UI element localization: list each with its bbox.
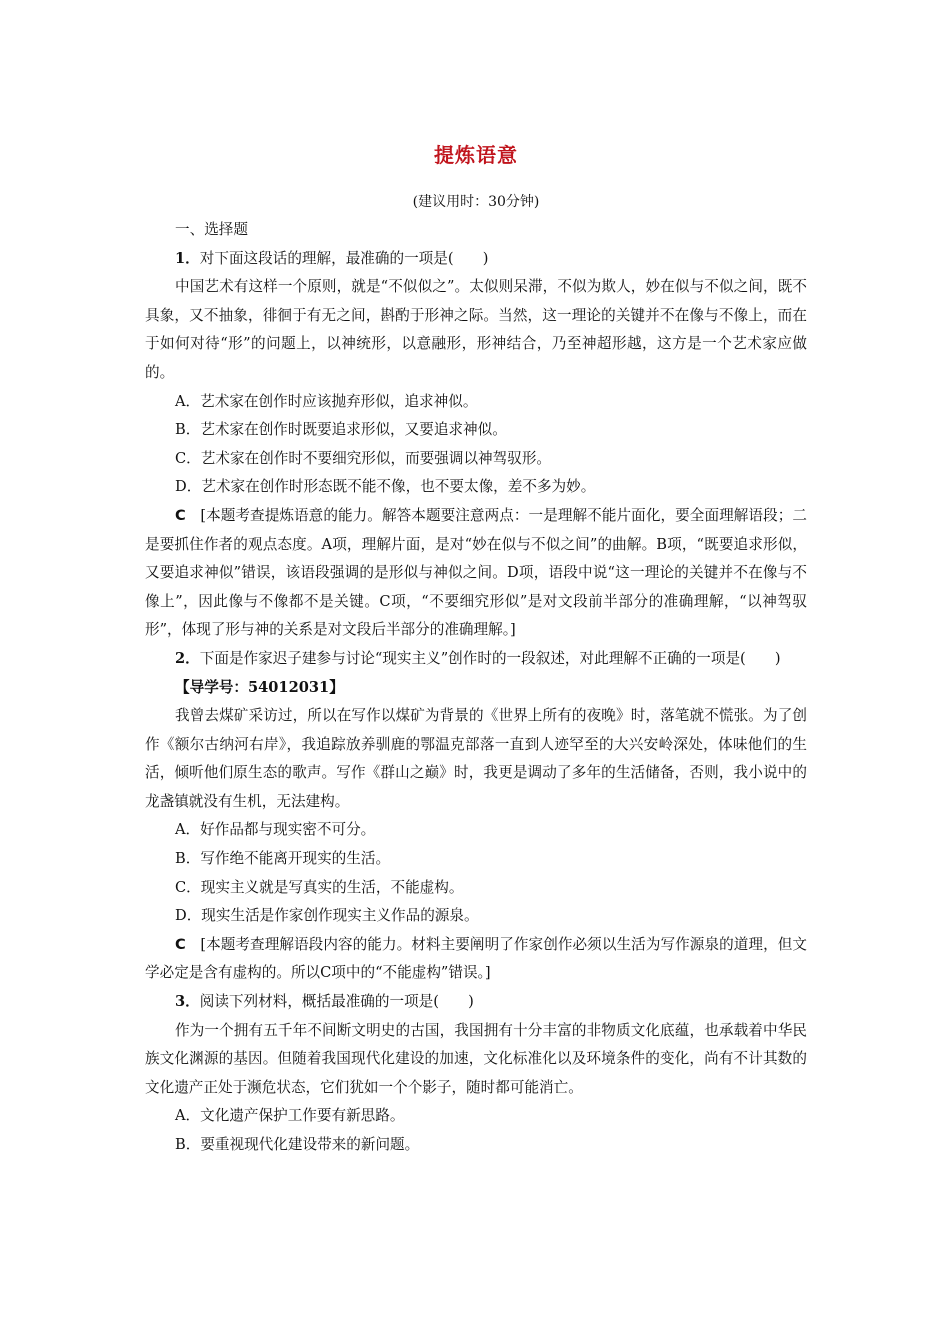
- question-1-option-d: D．艺术家在创作时形态既不能不像，也不要太像，差不多为妙。: [175, 478, 596, 496]
- page-title: 提炼语意: [434, 143, 518, 167]
- question-number: 2．: [175, 649, 200, 667]
- question-2-option-b: B．写作绝不能离开现实的生活。: [175, 850, 391, 868]
- question-3-passage: 作为一个拥有五千年不间断文明史的古国，我国拥有十分丰富的非物质文化底蕴，也承载着中华民族文化渊源的基因。但随着我国现代化建设的加速，文化标准化以及环境条件的变化，尚有不计其数的文化遗产正处于濒危状态，它们犹如一个个影子，随时都可能消亡。: [145, 1021, 807, 1096]
- answer-analysis: [本题考查提炼语意的能力。解答本题要注意两点：一是理解不能片面化，要全面理解语段；二是要抓住作者的观点态度。A项，理解片面，是对“妙在似与不似之间”的曲解。B项，“既要追求形似，又要追求神似”错误，该语段强调的是形似与神似之间。D项，语段中说“这一理论的关键并不在像与不像上”，因此像与不像都不是关键。C项，“不要细究形似”是对文段前半部分的准确理解，“以神驾驭形”，体现了形与神的关系是对文段后半部分的准确理解。]: [145, 506, 807, 639]
- question-1-option-b: B．艺术家在创作时既要追求形似，又要追求神似。: [175, 421, 507, 439]
- question-2-option-c: C．现实主义就是写真实的生活，不能虚构。: [175, 878, 464, 896]
- question-3-option-b: B．要重视现代化建设带来的新问题。: [175, 1136, 420, 1153]
- question-number: 3．: [175, 993, 200, 1011]
- section-heading: 一、选择题: [175, 221, 248, 238]
- suggested-time: (建议用时：30分钟): [412, 194, 540, 210]
- question-3-stem: 3．阅读下列材料，概括最准确的一项是( ): [175, 993, 474, 1011]
- question-1-option-a: A．艺术家在创作时应该抛弃形似，追求神似。: [175, 392, 478, 410]
- answer-letter: C: [175, 935, 186, 953]
- question-1-passage: 中国艺术有这样一个原则，就是“不似似之”。太似则呆滞，不似为欺人，妙在似与不似之间，既不具象，又不抽象，徘徊于有无之间，斟酌于形神之际。当然，这一理论的关键并不在像与不像上，而在于如何对待“形”的问题上，以神统形，以意融形，形神结合，乃至神超形越，这方是一个艺术家应做的。: [145, 278, 807, 381]
- question-number: 1．: [175, 249, 200, 267]
- question-1-answer: [145, 502, 807, 645]
- question-2-passage: 我曾去煤矿采访过，所以在写作以煤矿为背景的《世界上所有的夜晚》时，落笔就不慌张。为了创作《额尔古纳河右岸》，我追踪放养驯鹿的鄂温克部落一直到人迹罕至的大兴安岭深处，体味他们的生活，倾听他们原生态的歌声。写作《群山之巅》时，我更是调动了多年的生活储备，否则，我小说中的龙盏镇就没有生机，无法建构。: [145, 707, 807, 810]
- document-page: [145, 140, 807, 1160]
- question-2-stem: 2．下面是作家迟子建参与讨论“现实主义”创作时的一段叙述，对此理解不正确的一项是( ): [175, 649, 781, 667]
- question-1-option-c: C．艺术家在创作时不要细究形似，而要强调以神驾驭形。: [175, 449, 552, 467]
- answer-letter: C: [175, 506, 186, 524]
- question-2-option-d: D．现实生活是作家创作现实主义作品的源泉。: [175, 907, 479, 925]
- question-3-option-a: A．文化遗产保护工作要有新思路。: [175, 1107, 405, 1125]
- question-2-answer: [145, 931, 807, 988]
- guide-number: 【导学号：54012031】: [175, 678, 344, 696]
- answer-analysis: [本题考查理解语段内容的能力。材料主要阐明了作家创作必须以生活为写作源泉的道理，但文学必定是含有虚构的。所以C项中的“不能虚构”错误。]: [145, 935, 807, 982]
- question-2-option-a: A．好作品都与现实密不可分。: [175, 821, 376, 839]
- question-1-stem: 1．对下面这段话的理解，最准确的一项是( ): [175, 249, 489, 267]
